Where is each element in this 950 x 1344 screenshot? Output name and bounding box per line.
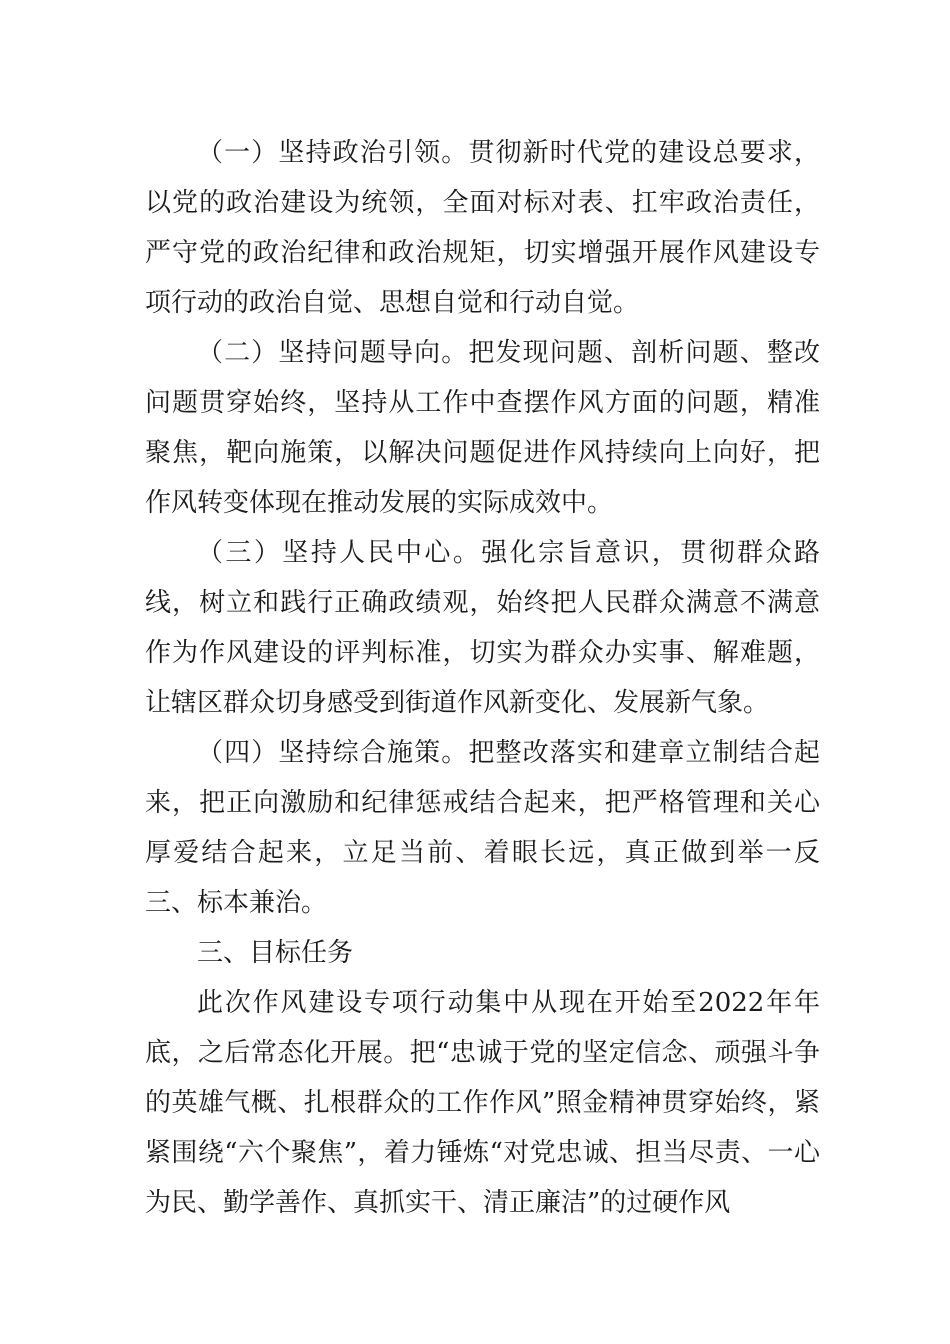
paragraph-problem-orientation: （二）坚持问题导向。把发现问题、剖析问题、整改问题贯穿始终，坚持从工作中查摆作风方面的问题，精准聚焦，靶向施策，以解决问题促进作风持续向上向好，把作风转变体现在推动发展的实际成效中。 <box>145 338 820 518</box>
document-body <box>145 128 820 1228</box>
paragraph-political-guidance: （一）坚持政治引领。贯彻新时代党的建设总要求，以党的政治建设为统领，全面对标对表、扛牢政治责任，严守党的政治纪律和政治规矩，切实增强开展作风建设专项行动的政治自觉、思想自觉和行动自觉。 <box>145 138 820 318</box>
paragraph-goals-tasks: 此次作风建设专项行动集中从现在开始至2022年年底，之后常态化开展。把“忠诚于党的坚定信念、顽强斗争的英雄气概、扎根群众的工作作风”照金精神贯穿始终，紧紧围绕“六个聚焦”，着力锤炼“对党忠诚、担当尽责、一心为民、勤学善作、真抓实干、清正廉洁”的过硬作风 <box>145 988 820 1218</box>
paragraph-people-centered: （三）坚持人民中心。强化宗旨意识，贯彻群众路线，树立和践行正确政绩观，始终把人民群众满意不满意作为作风建设的评判标准，切实为群众办实事、解难题，让辖区群众切身感受到街道作风新变化、发展新气象。 <box>145 538 820 718</box>
section-heading: 三、目标任务 <box>197 938 354 968</box>
paragraph-comprehensive-measures: （四）坚持综合施策。把整改落实和建章立制结合起来，把正向激励和纪律惩戒结合起来，把严格管理和关心厚爱结合起来，立足当前、着眼长远，真正做到举一反三、标本兼治。 <box>145 738 820 918</box>
